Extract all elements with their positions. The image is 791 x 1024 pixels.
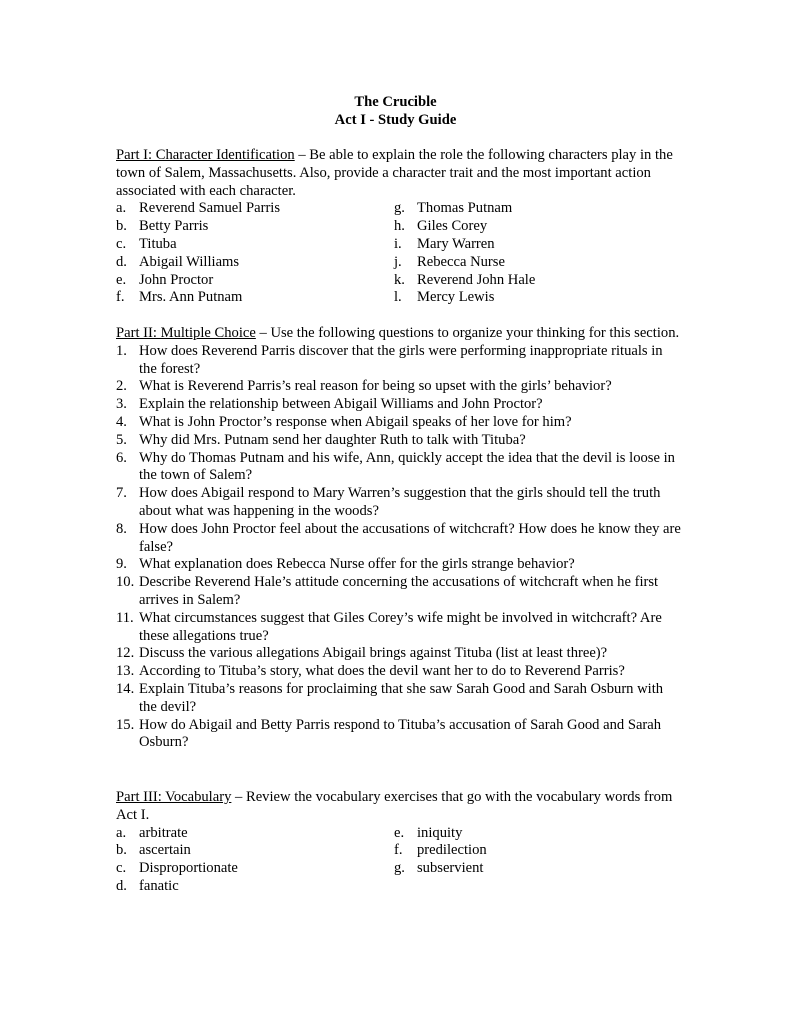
question-item — [116, 343, 681, 379]
list-item — [116, 878, 394, 896]
part2-heading: Part II: Multiple Choice — [116, 325, 256, 341]
vocabulary-list — [116, 825, 681, 896]
item-label: a. — [116, 824, 127, 841]
item-label: b. — [116, 842, 127, 859]
item-text: iniquity — [417, 824, 463, 841]
question-number: 1. — [116, 342, 127, 359]
character-list-left — [116, 200, 394, 307]
item-label: k. — [394, 271, 405, 288]
item-text: Disproportionate — [139, 860, 238, 877]
item-text: arbitrate — [139, 824, 188, 841]
list-item — [116, 860, 394, 878]
question-text: How does Reverend Parris discover that the girls were performing inappropriate rituals in the forest? — [139, 342, 663, 377]
part1-intro-paragraph — [116, 147, 681, 200]
item-text: Mary Warren — [417, 235, 495, 252]
item-text: Betty Parris — [139, 218, 209, 235]
part2-intro: – Use the following questions to organize your thinking for this section. — [255, 325, 680, 341]
list-item — [394, 272, 681, 290]
list-item — [394, 254, 681, 272]
question-item — [116, 485, 681, 521]
question-item — [116, 396, 681, 414]
part3-intro: – Review the vocabulary exercises that go with the vocabulary words from Act I. — [116, 789, 673, 823]
question-item — [116, 450, 681, 486]
part3-heading: Part III: Vocabulary — [116, 789, 232, 805]
question-number: 4. — [116, 413, 127, 430]
item-label: f. — [394, 842, 403, 859]
part2-section — [116, 325, 681, 752]
question-text: Why did Mrs. Putnam send her daughter Ruth to talk with Tituba? — [139, 431, 526, 448]
question-number: 13. — [116, 663, 135, 680]
question-number: 3. — [116, 396, 127, 413]
part1-heading: Part I: Character Identification — [116, 147, 295, 163]
question-item — [116, 556, 681, 574]
item-label: f. — [116, 289, 125, 306]
part1-intro: – Be able to explain the role the following characters play in the town of Salem, Massachusetts. Also, provide a character trait and the most important action associated with each character. — [116, 147, 673, 199]
question-text: How does John Proctor feel about the accusations of witchcraft? How does he know they are false? — [139, 520, 681, 555]
question-number: 2. — [116, 378, 127, 395]
part2-intro-paragraph — [116, 325, 681, 343]
item-label: d. — [116, 253, 127, 270]
question-number: 15. — [116, 716, 135, 733]
item-label: e. — [394, 824, 405, 841]
character-list — [116, 200, 681, 307]
item-label: c. — [116, 860, 127, 877]
list-item — [116, 218, 394, 236]
question-text: Explain Tituba’s reasons for proclaiming that she saw Sarah Good and Sarah Osburn with the devil? — [139, 680, 664, 715]
item-text: predilection — [417, 842, 487, 859]
question-number: 7. — [116, 485, 127, 502]
question-number: 9. — [116, 556, 127, 573]
list-item — [394, 200, 681, 218]
question-number: 14. — [116, 680, 135, 697]
item-label: b. — [116, 218, 127, 235]
list-item — [394, 825, 681, 843]
question-text: Why do Thomas Putnam and his wife, Ann, quickly accept the idea that the devil is loose in the town of Salem? — [139, 449, 675, 484]
question-number: 5. — [116, 431, 127, 448]
character-list-right — [394, 200, 681, 307]
item-text: ascertain — [139, 842, 191, 859]
list-item — [116, 236, 394, 254]
list-item — [116, 254, 394, 272]
question-text: What explanation does Rebecca Nurse offer for the girls strange behavior? — [139, 556, 575, 573]
list-item — [116, 825, 394, 843]
document-title: The Crucible — [354, 94, 437, 110]
part3-section — [116, 789, 681, 896]
list-item — [394, 236, 681, 254]
item-label: i. — [394, 235, 402, 252]
item-label: e. — [116, 271, 127, 288]
list-item — [116, 289, 394, 307]
item-text: Giles Corey — [417, 218, 488, 235]
question-text: According to Tituba’s story, what does the devil want her to do to Reverend Parris? — [139, 663, 625, 680]
item-label: g. — [394, 860, 405, 877]
item-text: fanatic — [139, 877, 179, 894]
list-item — [394, 842, 681, 860]
question-text: What is Reverend Parris’s real reason for being so upset with the girls’ behavior? — [139, 378, 612, 395]
vocabulary-list-right — [394, 825, 681, 896]
question-item — [116, 663, 681, 681]
list-item — [394, 289, 681, 307]
item-text: Reverend Samuel Parris — [139, 200, 281, 217]
item-label: h. — [394, 218, 405, 235]
question-item — [116, 717, 681, 753]
question-text: Describe Reverend Hale’s attitude concerning the accusations of witchcraft when he first arrives in Salem? — [139, 574, 659, 608]
item-label: g. — [394, 200, 405, 217]
list-item — [116, 200, 394, 218]
item-text: Mrs. Ann Putnam — [139, 289, 243, 306]
list-item — [394, 860, 681, 878]
question-number: 8. — [116, 520, 127, 537]
question-text: What circumstances suggest that Giles Corey’s wife might be involved in witchcraft? Are these allegations true? — [139, 609, 662, 644]
vocabulary-list-left — [116, 825, 394, 896]
question-item — [116, 574, 681, 610]
list-item — [394, 218, 681, 236]
document-subtitle: Act I - Study Guide — [334, 111, 457, 128]
question-item — [116, 521, 681, 557]
item-text: Abigail Williams — [139, 253, 240, 270]
item-text: Reverend John Hale — [417, 271, 536, 288]
item-text: subservient — [417, 860, 484, 877]
question-item — [116, 414, 681, 432]
question-list — [116, 343, 681, 752]
question-text: How does Abigail respond to Mary Warren’s suggestion that the girls should tell the truth about what was happening in the woods? — [139, 485, 661, 519]
item-label: a. — [116, 200, 127, 217]
question-number: 10. — [116, 574, 135, 591]
question-item — [116, 432, 681, 450]
item-label: j. — [394, 253, 402, 270]
question-item — [116, 610, 681, 646]
question-item — [116, 378, 681, 396]
question-number: 11. — [116, 609, 134, 626]
list-item — [116, 842, 394, 860]
item-text: Mercy Lewis — [417, 289, 495, 306]
question-number: 6. — [116, 449, 127, 466]
item-text: Rebecca Nurse — [417, 253, 505, 270]
item-text: Tituba — [139, 235, 177, 252]
question-item — [116, 645, 681, 663]
item-label: c. — [116, 235, 127, 252]
title-block — [0, 94, 791, 130]
question-text: Explain the relationship between Abigail Williams and John Proctor? — [139, 396, 543, 413]
list-item — [116, 272, 394, 290]
question-text: How do Abigail and Betty Parris respond to Tituba’s accusation of Sarah Good and Sarah Osburn? — [139, 716, 662, 751]
question-text: Discuss the various allegations Abigail brings against Tituba (list at least three)? — [139, 645, 608, 662]
item-label: l. — [394, 289, 402, 306]
part3-intro-paragraph — [116, 789, 681, 825]
question-number: 12. — [116, 645, 135, 662]
question-item — [116, 681, 681, 717]
item-label: d. — [116, 877, 127, 894]
item-text: John Proctor — [139, 271, 214, 288]
item-text: Thomas Putnam — [417, 200, 513, 217]
question-text: What is John Proctor’s response when Abigail speaks of her love for him? — [139, 413, 572, 430]
part1-section — [116, 147, 681, 307]
